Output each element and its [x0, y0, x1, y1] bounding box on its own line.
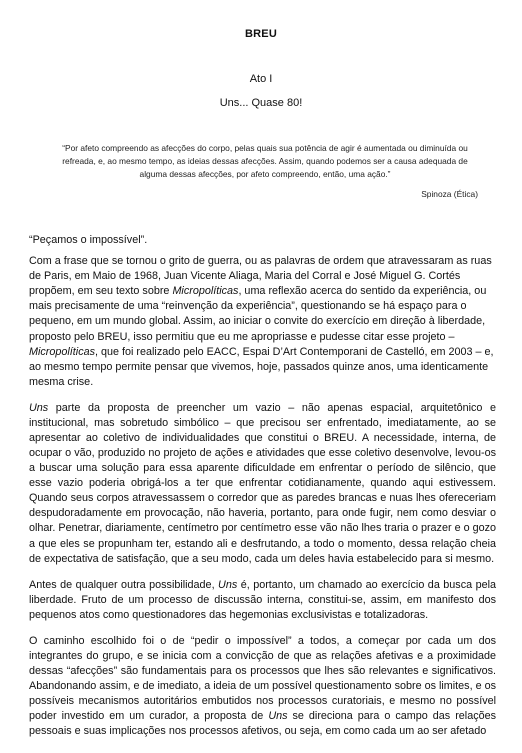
- p5-italic: Uns: [268, 710, 288, 723]
- p2-text-b: , uma reflexão acerca do sentido da experiência, ou mais precisamente de uma “reinvenção da experiência”, questionando se há espaço para o pequeno, em um mundo global. Assim, ao iniciar o convite do exercício em direção à liberdade, proposto pelo BREU, isso permitiu que eu me apropriasse e pudesse citar esse projeto –: [29, 285, 487, 343]
- p2-italic-1: Micropolíticas: [172, 285, 239, 298]
- p4-text-b: é, portanto, um chamado ao exercício da busca pela liberdade. Fruto de um processo de discussão interna, constitui-se, assim, em manifesto dos pequenos atos como questionadores das hegemonias exclusivistas e totalizadoras.: [29, 578, 496, 621]
- paragraph-2: [29, 254, 496, 390]
- p3-text: parte da proposta de preencher um vazio – não apenas espacial, arquitetônico e institucional, mas sobretudo simbólico – que precisou ser enfrentado, imediatamente, ao se apresentar ao coletivo de individualidades que constitui o BREU. A necessidade, interna, de ocupar o vão, produzido no projeto de ações e atividades que esse coletivo desenvolve, levou-os a buscar uma solução para essa aparente dificuldade em enfrentar o período de silêncio, que esse vazio poderia obrigá-los a ter que enfrentar cotidianamente, quando aqui estivessem. Quando seus corpos atravessassem o corredor que as paredes brancas e nuas lhes ofereceriam despudoradamente em provocação, não haveria, portanto, para onde fugir, nem como desviar o olhar. Penetrar, diariamente, centímetro por centímetro esse vão não lhes traria o prazer e o gozo a que eles se propunham ter, estando ali e desfrutando, a todo o momento, dessa relação cheia de expectativa de satisfação, que a seu modo, cada um deles havia estabelecido para si mesmo.: [29, 401, 496, 565]
- epigraph-attribution: Spinoza (Ética): [421, 189, 478, 199]
- epigraph-quote: “Por afeto compreendo as afecções do corpo, pelas quais sua potência de agir é aumentada ou diminuída ou refreada, e, ao mesmo tempo, as ideias dessas afecções. Assim, quando podemos ser a causa adequada de alguma dessas afecções, por afeto compreendo, então, uma ação.”: [62, 143, 468, 179]
- paragraph-3: [29, 401, 496, 567]
- p4-text-a: Antes de qualquer outra possibilidade,: [29, 578, 219, 591]
- p2-text-a: Com a frase que se tornou o grito de guerra, ou as palavras de ordem que atravessaram as ruas de Paris, em Maio de 1968, Juan Vicente Aliaga, Maria del Corral e José Miguel G. Cortés propõem, em seu texto sobre: [29, 255, 492, 298]
- document-header: BREU: [245, 28, 277, 40]
- p2-italic-2: Micropolíticas: [29, 345, 95, 358]
- paragraph-4: [29, 578, 496, 623]
- p3-italic: Uns: [29, 401, 49, 414]
- paragraph-5: [29, 634, 496, 740]
- act-title: Ato I: [249, 73, 273, 85]
- p2-text-c: , que foi realizado pelo EACC, Espai D’Art Contemporani de Castelló, em 2003 – e, ao mesmo tempo permite pensar que vivemos, hoje, passados quinze anos, uma identicamente mesma crise.: [29, 345, 494, 388]
- p5-text-b: se direciona para o campo das relações pessoais e suas implicações nos processos afetivos, ou seja, em como cada um ao ser afetado: [29, 710, 496, 738]
- p4-italic: Uns: [218, 578, 238, 591]
- paragraph-1: “Peçamos o impossível”.: [29, 234, 148, 246]
- p5-text-a: O caminho escolhido foi o de “pedir o impossível” a todos, a começar por cada um dos integrantes do grupo, e se inicia com a convicção de que as relações afetivas e a proximidade dessas “afecções” são fundamentais para os processos que lhes são relevantes e significativos. Abandonando assim, e de imediato, a ideia de um possível questionamento sobre os limites, e os possíveis mecanismos autoritários embutidos nos processos curatoriais, e mesmo no possível poder investido em um curador, a proposta de: [29, 634, 496, 723]
- act-subtitle: Uns... Quase 80!: [219, 97, 303, 109]
- body-text: [29, 233, 496, 750]
